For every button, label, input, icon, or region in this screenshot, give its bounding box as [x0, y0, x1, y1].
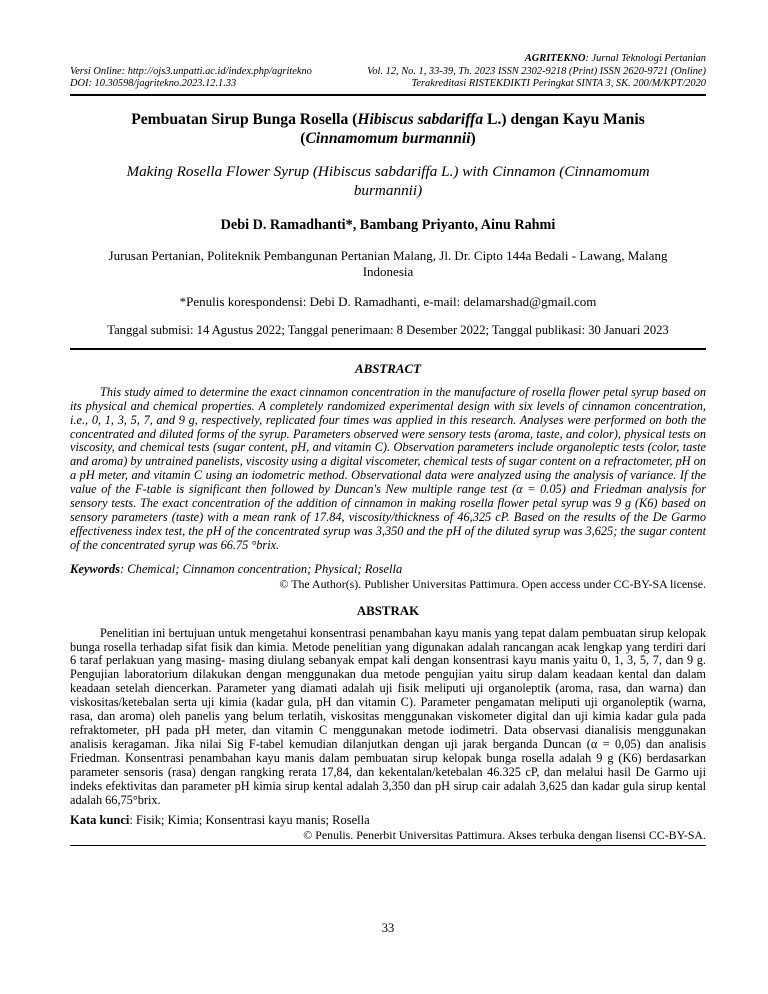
title-id-species-1: Hibiscus sabdariffa	[357, 110, 484, 128]
correspondence-line: *Penulis korespondensi: Debi D. Ramadhanti, e-mail: delamarshad@gmail.com	[179, 293, 597, 309]
affiliation-line1: Jurusan Pertanian, Politeknik Pembangunan Pertanian Malang, Jl. Dr. Cipto 144a Bedali - Lawang, Malang	[108, 247, 668, 263]
keywords-line-indonesian	[70, 813, 706, 827]
journal-name: AGRITEKNO	[524, 53, 586, 64]
article-title-indonesian	[70, 110, 706, 149]
affiliation	[70, 248, 706, 280]
header-volume-issn: Vol. 12, No. 1, 33-39, Th. 2023 ISSN 2302-9218 (Print) ISSN 2620-9721 (Online)	[367, 65, 706, 77]
copyright-line-english: © The Author(s). Publisher Universitas Pattimura. Open access under CC-BY-SA license.	[279, 576, 706, 591]
title-id-part1: Pembuatan Sirup Bunga Rosella (	[131, 110, 358, 128]
title-en-line2: burmannii)	[353, 182, 423, 200]
header-doi: DOI: 10.30598/jagritekno.2023.12.1.33	[70, 78, 237, 90]
keywords-indonesian: : Fisik; Kimia; Konsentrasi kayu manis; Rosella	[129, 813, 370, 828]
header-journal-title	[367, 53, 706, 66]
article-title-english	[70, 162, 706, 201]
title-id-part4: )	[470, 130, 476, 148]
page-content	[70, 0, 706, 846]
header-right-block	[367, 53, 706, 91]
bottom-divider-rule	[70, 845, 706, 846]
keywords-label-indonesian: Kata kunci	[70, 813, 130, 828]
journal-name-suffix: : Jurnal Teknologi Pertanian	[585, 53, 706, 64]
abstract-divider-rule	[70, 348, 706, 350]
journal-header	[70, 53, 706, 96]
header-left-block	[70, 66, 312, 91]
copyright-line-indonesian: © Penulis. Penerbit Universitas Pattimura. Akses terbuka dengan lisensi CC-BY-SA.	[303, 828, 706, 843]
affiliation-line2: Indonesia	[362, 263, 414, 279]
header-accreditation: Terakreditasi RISTEKDIKTI Peringkat SINTA 3, SK. 200/M/KPT/2020	[411, 78, 706, 90]
title-id-part3: (	[300, 130, 306, 148]
title-en-line1: Making Rosella Flower Syrup (Hibiscus sabdariffa L.) with Cinnamon (Cinnamomum	[126, 162, 650, 180]
abstract-heading-indonesian: ABSTRAK	[356, 603, 420, 618]
title-id-species-2: Cinnamomum burmannii	[305, 130, 471, 148]
page-number: 33	[381, 921, 395, 935]
header-versi-online: Versi Online: http://ojs3.unpatti.ac.id/index.php/agritekno	[70, 65, 312, 77]
keywords-english: : Chemical; Cinnamon concentration; Physical; Rosella	[120, 561, 403, 576]
abstract-heading-english: ABSTRACT	[355, 361, 421, 376]
authors-line: Debi D. Ramadhanti*, Bambang Priyanto, Ainu Rahmi	[220, 216, 556, 233]
title-id-part2: L.) dengan Kayu Manis	[483, 110, 645, 128]
keywords-line-english	[70, 562, 706, 576]
abstract-body-indonesian: Penelitian ini bertujuan untuk mengetahui konsentrasi penambahan kayu manis yang tepat dalam pembuatan sirup kelopak bunga rosella terhadap sifat fisik dan kimia. Metode penelitian yang digunakan adalah rancangan acak lengkap yang terdiri dari 6 taraf perlakuan yang masing- masing diulang sebanyak empat kali dengan konsentrasi kayu manis yaitu 0, 1, 3, 5, 7, dan 9 g. Pengujian laboratorium dilakukan dengan menggunakan dua metode pengujian yaitu sirup dalam keadaan kental dan dalam keadaan setelah diencerkan. Parameter yang diamati adalah uji fisik meliputi uji organoleptik (aroma, rasa, dan warna) dan viskositas/ketebalan serta uji kimia (kadar gula, pH dan vitamin C). Parameter pengamatan meliputi uji organoleptik (warna, rasa, dan aroma) oleh panelis yang belum terlatih, viskositas menggunakan viskometer digital dan uji kimia kadar gula pada refraktometer, pH pada pH meter, dan vitamin C menggunakan metode iodimetri. Data observasi dianalisis menggunakan analisis keragaman. Jika nilai Sig F-tabel kemudian dilanjutkan dengan uji jarak berganda Duncan (α = 0,05) dan analisis Friedman. Konsentrasi penambahan kayu manis dalam pembuatan sirup kelopak bunga rosella adalah 9 g (K6) berdasarkan parameter sensoris (rasa) dengan rangking rerata 17,84, dan kekentalan/ketebalan 46.325 cP, dan melalui hasil De Garmo uji indeks efektivitas dan parameter pH kimia sirup kental adalah 3,350 dan pH sirup cair adalah 3,625 dan kadar gula sirup kental adalah 66,75°brix.	[70, 625, 706, 807]
submission-dates-line: Tanggal submisi: 14 Agustus 2022; Tanggal penerimaan: 8 Desember 2022; Tanggal publikasi: 30 Januari 2023	[107, 322, 669, 337]
keywords-label-english: Keywords	[70, 561, 120, 576]
abstract-body-english: This study aimed to determine the exact cinnamon concentration in the manufacture of rosella flower petal syrup based on its physical and chemical properties. A completely randomized experimental design with six levels of cinnamon concentration, i.e., 0, 1, 3, 5, 7, and 9 g, respectively, replicated four times was applied in this research. Analyses were performed on both the concentrated and diluted forms of the syrup. Parameters observed were sensory tests (aroma, taste, and color), physical tests on viscosity, and chemical tests (sugar content, pH, and vitamin C). Observation parameters include organoleptic tests (color, taste and aroma) by untrained panelists, viscosity using a digital viscometer, chemical tests of sugar content on a refractometer, pH on a pH meter, and vitamin C using an iodometric method. Observational data were analyzed using the analysis of variance. If the value of the F-table is significant then followed by Duncan's New multiple range test (α = 0.05) and Friedman analysis for sensory tests. The exact concentration of the addition of cinnamon in making rosella flower petal syrup was 9 g (K6) based on sensory parameters (taste) with a mean rank of 17.84, viscosity/thickness of 46,325 cP. Based on the results of the De Garmo effectiveness index test, the pH of the concentrated syrup was 3,350 and the pH of the diluted syrup was 3,625; the sugar content of the concentrated syrup was 66.75 °brix.	[70, 384, 706, 552]
